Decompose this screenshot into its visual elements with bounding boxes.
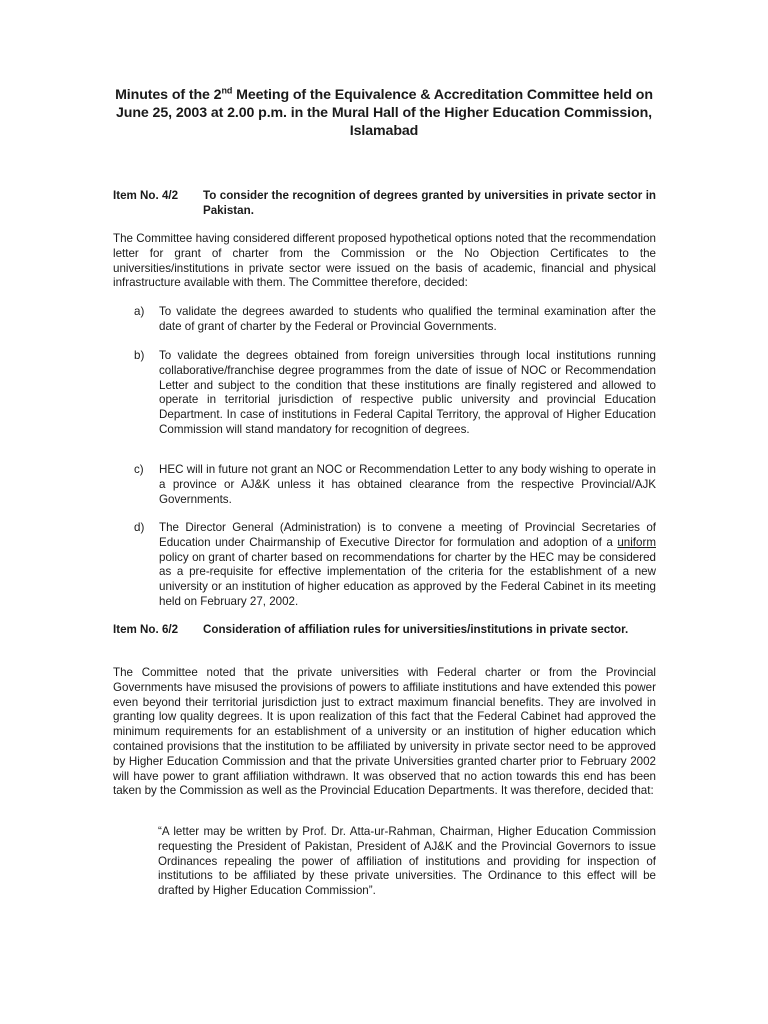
decision-b-marker: b) bbox=[134, 349, 145, 362]
decision-c-marker: c) bbox=[134, 463, 144, 476]
decision-a-text: To validate the degrees awarded to students who qualified the terminal examination after the date of grant of charter by the Federal or Provincial Governments. bbox=[159, 305, 656, 333]
decision-d-text: The Director General (Administration) is to convene a meeting of Provincial Secretaries of Education under Chairmanship of Executive Director for formulation and adoption of a uniform policy on grant of charter based on recommendations for charter by the HEC may be considered as a pre-requisite for effective implementation of the criteria for the establishment of a new university or an institution of higher education as approved by the Federal Cabinet in its meeting held on February 27, 2002. bbox=[159, 521, 656, 608]
title-line-3: Islamabad bbox=[349, 123, 419, 139]
item-4-title: To consider the recognition of degrees granted by universities in private sector in Pakistan. bbox=[203, 189, 656, 217]
item-4-intro: The Committee having considered different proposed hypothetical options noted that the recommendation letter for grant of charter from the Commission or the No Objection Certificates to the universities/institutions in private sector were issued on the basis of academic, financial and physical infrastructure available with them. The Committee therefore, decided: bbox=[113, 232, 656, 290]
item-4-heading bbox=[113, 189, 656, 219]
decision-d bbox=[134, 521, 656, 610]
item-6-title: Consideration of affiliation rules for universities/institutions in private sector. bbox=[203, 623, 629, 636]
decision-d-marker: d) bbox=[134, 521, 145, 534]
decision-c bbox=[134, 463, 656, 507]
decision-c-text: HEC will in future not grant an NOC or Recommendation Letter to any body wishing to operate in a province or AJ&K unless it has obtained clearance from the respective Provincial/AJK Governments. bbox=[159, 463, 656, 506]
title-line-1: Minutes of the 2nd Meeting of the Equivalence & Accreditation Committee held on bbox=[115, 85, 653, 103]
decision-b bbox=[134, 349, 656, 438]
decision-b-text: To validate the degrees obtained from foreign universities through local institutions running collaborative/franchise degree programmes from the date of issue of NOC or Recommendation Letter and subject to the condition that these institutions are finally registered and allowed to operate in territorial jurisdiction of respective public university and provincial Education Department. In case of institutions in Federal Capital Territory, the approval of Higher Education Commission will stand mandatory for recognition of degrees. bbox=[159, 349, 656, 436]
item-6-quote: “A letter may be written by Prof. Dr. Atta-ur-Rahman, Chairman, Higher Education Commission requesting the President of Pakistan, President of AJ&K and the Provincial Governors to issue Ordinances repealing the power of affiliation of institutions and providing for inspection of institutions to be affiliated by these private universities. The Ordinance to this effect will be drafted by Higher Education Commission”. bbox=[158, 825, 656, 898]
item-6-body: The Committee noted that the private universities with Federal charter or from the Provincial Governments have misused the provisions of powers to affiliate institutions and have extended this power even beyond their territorial jurisdiction just to extract maximum financial benefits. They are involved in granting low quality degrees. It is upon realization of this fact that the Federal Cabinet had approved the minimum requirements for an establishment of a university or an institution of higher education which contained provisions that the institution to be affiliated by university in private sector need to be approved by Higher Education Commission and that the private Universities granted charter prior to February 2002 will have power to grant affiliation withdrawn. It was observed that no action towards this end has been taken by the Commission as well as the Provincial Education Departments. It was therefore, decided that: bbox=[113, 666, 656, 798]
title-superscript: nd bbox=[221, 85, 233, 96]
decision-a bbox=[134, 305, 656, 335]
item-4-number: Item No. 4/2 bbox=[113, 189, 179, 202]
page-title bbox=[100, 86, 668, 140]
title-line-2: June 25, 2003 at 2.00 p.m. in the Mural Hall of the Higher Education Commission, bbox=[116, 105, 652, 121]
item-6-number: Item No. 6/2 bbox=[113, 623, 179, 636]
underlined-word: uniform bbox=[617, 535, 656, 549]
decision-a-marker: a) bbox=[134, 305, 145, 318]
item-6-heading bbox=[113, 623, 656, 638]
